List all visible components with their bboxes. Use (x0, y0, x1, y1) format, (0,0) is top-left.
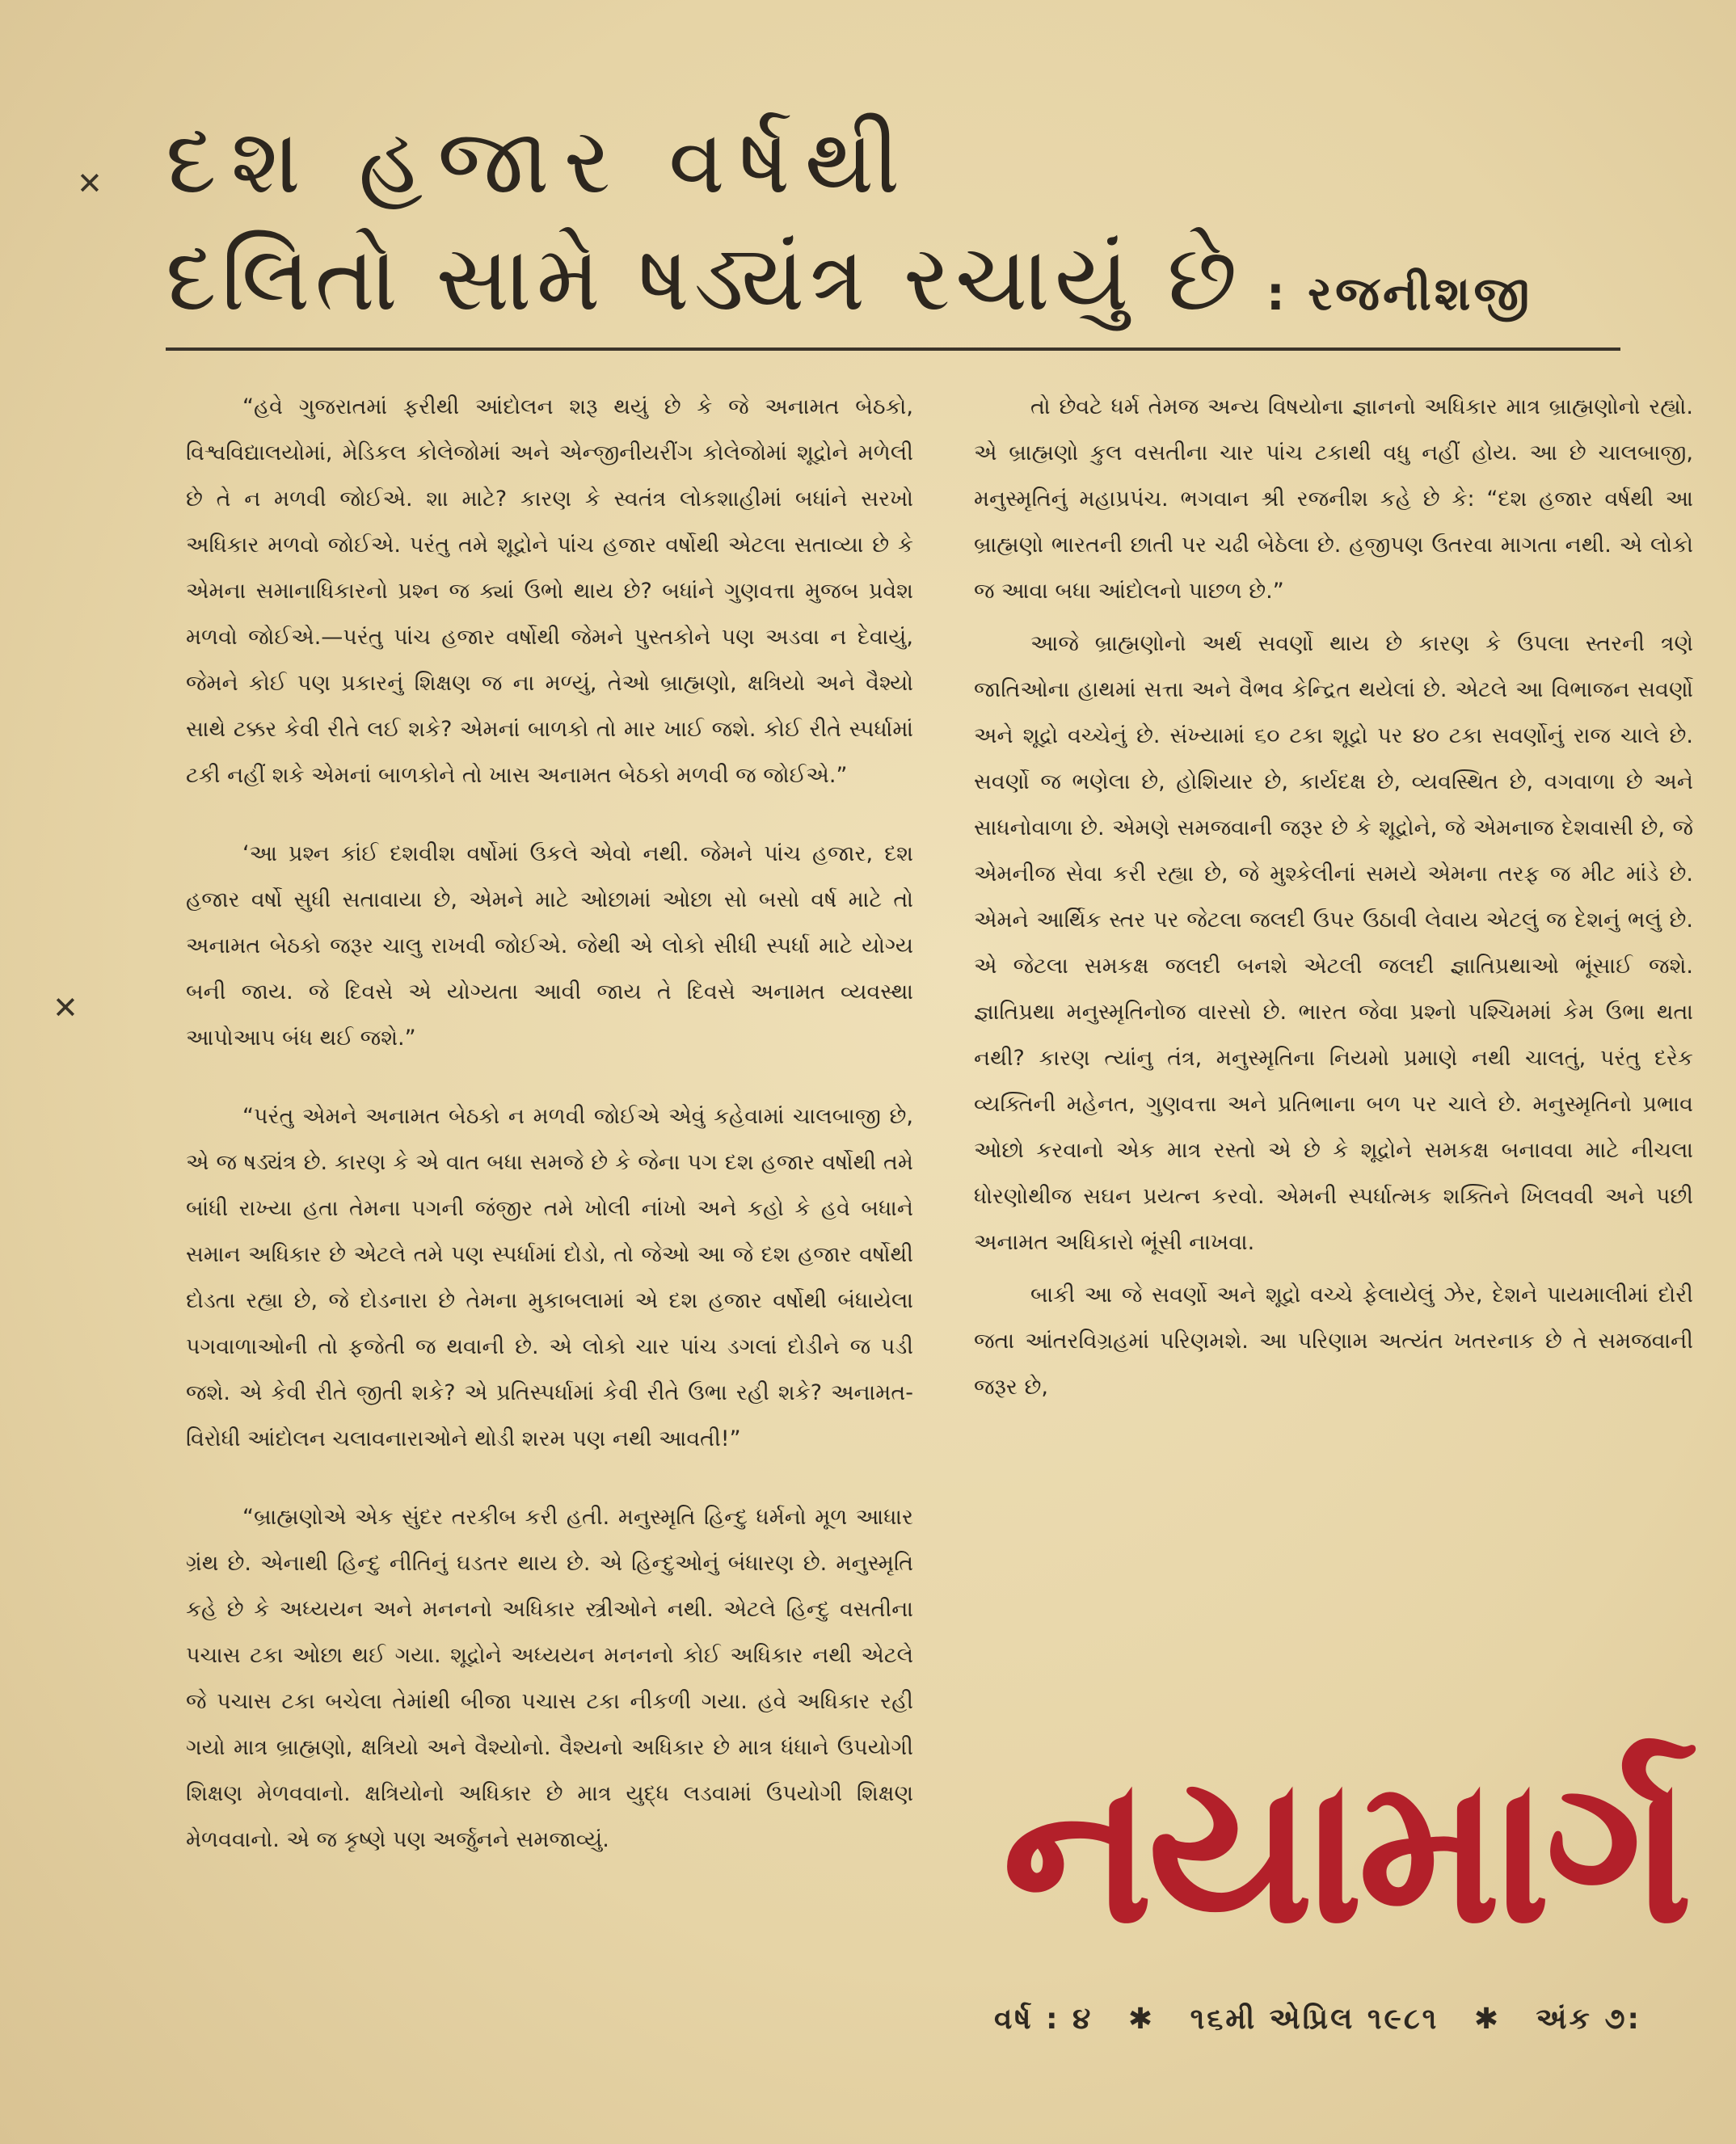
margin-mark: ✕ (53, 990, 78, 1026)
paragraph: આજે બ્રાહ્મણોનો અર્થ સવર્ણો થાય છે કારણ કે ઉપલા સ્તરની ત્રણે જાતિઓના હાથમાં સત્તા અને વૈભવ કેન્દ્રિત થયેલાં છે. એટલે આ વિભાજન સવર્ણો અને શૂદ્રો વચ્ચેનું છે. સંખ્યામાં ૬૦ ટકા શૂદ્રો પર ૪૦ ટકા સવર્ણોનું રાજ ચાલે છે. સવર્ણો જ ભણેલા છે, હોશિયાર છે, કાર્યદક્ષ છે, વ્યવસ્થિત છે, વગવાળા છે અને સાધનોવાળા છે. એમણે સમજવાની જરૂર છે કે શૂદ્રોને, જે એમનાજ દેશવાસી છે, જે એમનીજ સેવા કરી રહ્યા છે, જે મુશ્કેલીનાં સમયે એમના તરફ જ મીટ માંડે છે. એમને આર્થિક સ્તર પર જેટલા જલદી ઉપર ઉઠાવી લેવાય એટલું જ દેશનું ભલું છે. એ જેટલા સમકક્ષ જલદી બનશે એટલી જલદી જ્ઞાતિપ્રથાઓ ભૂંસાઈ જશે. જ્ઞાતિપ્રથા મનુસ્મૃતિનોજ વારસો છે. ભારત જેવા પ્રશ્નો પશ્ચિમમાં કેમ ઉભા થતા નથી? કારણ ત્યાંનુ તંત્ર, મનુસ્મૃતિના નિયમો પ્રમાણે નથી ચાલતું, પરંતુ દરેક વ્યક્તિની મહેનત, ગુણવત્તા અને પ્રતિભાના બળ પર ચાલે છે. મનુસ્મૃતિનો પ્રભાવ ઓછો કરવાનો એક માત્ર રસ્તો એ છે કે શૂદ્રોને સમકક્ષ બનાવવા માટે નીચલા ધોરણોથીજ સઘન પ્રયત્ન કરવો. એમની સ્પર્ધાત્મક શક્તિને ખિલવવી અને પછી અનામત અધિકારો ભૂંસી નાખવા. (974, 631, 1693, 1255)
issue-number: અંક ૭: (1536, 2003, 1641, 2036)
paragraph: બાકી આ જે સવર્ણો અને શૂદ્રો વચ્ચે ફેલાયેલું ઝેર, દેશને પાયમાલીમાં દોરી જતા આંતરવિગ્રહમાં પરિણમશે. આ પરિણામ અત્યંત ખતરનાક છે તે સમજવાની જરૂર છે, (974, 1283, 1693, 1400)
masthead-title: નયામાર્ગ (1002, 1733, 1688, 1968)
issue-line (994, 2003, 1705, 2037)
paragraph: “પરંતુ એમને અનામત બેઠકો ન મળવી જોઈએ એવું કહેવામાં ચાલબાજી છે, એ જ ષડ્યંત્ર છે. કારણ કે એ વાત બધા સમજે છે કે જેના પગ દશ હજાર વર્ષોથી તમે બાંધી રાખ્યા હતા તેમના પગની જંજીર તમે ખોલી નાંખો અને કહો કે હવે બધાને સમાન અધિકાર છે એટલે તમે પણ સ્પર્ધામાં દોડો, તો જેઓ આ જે દશ હજાર વર્ષોથી દોડતા રહ્યા છે, જે દોડનારા છે તેમના મુકાબલામાં એ દશ હજાર વર્ષોથી બંધાયેલા પગવાળાઓની તો ફજેતી જ થવાની છે. એ લોકો ચાર પાંચ ડગલાં દોડીને જ પડી જશે. એ કેવી રીતે જીતી શકે? એ પ્રતિસ્પર્ધામાં કેવી રીતે ઉભા રહી શકે? અનામત-વિરોધી આંદોલન ચલાવનારાઓને થોડી શરમ પણ નથી આવતી!” (186, 1104, 913, 1451)
paragraph: ‘આ પ્રશ્ન કાંઈ દશવીશ વર્ષોમાં ઉકલે એવો નથી. જેમને પાંચ હજાર, દશ હજાર વર્ષો સુધી સતાવાયા છે, એમને માટે ઓછામાં ઓછા સો બસો વર્ષ માટે તો અનામત બેઠકો જરૂર ચાલુ રાખવી જોઈએ. જેથી એ લોકો સીધી સ્પર્ધા માટે યોગ્ય બની જાય. જે દિવસે એ યોગ્યતા આવી જાય તે દિવસે અનામત વ્યવસ્થા આપોઆપ બંધ થઈ જશે.” (186, 841, 913, 1051)
issue-date: ૧૬મી એપ્રિલ ૧૯૮૧ (1190, 2003, 1439, 2036)
paragraph: “હવે ગુજરાતમાં ફરીથી આંદોલન શરૂ થયું છે કે જે અનામત બેઠકો, વિશ્વવિદ્યાલયોમાં, મેડિકલ કોલેજોમાં અને એન્જીનીયરીંગ કોલેજોમાં શૂદ્રોને મળેલી છે તે ન મળવી જોઈએ. શા માટે? કારણ કે સ્વતંત્ર લોકશાહીમાં બધાંને સરખો અધિકાર મળવો જોઈએ. પરંતુ તમે શૂદ્રોને પાંચ હજાર વર્ષોથી એટલા સતાવ્યા છે કે એમના સમાનાધિકારનો પ્રશ્ન જ ક્યાં ઉભો થાય છે? બધાંને ગુણવત્તા મુજબ પ્રવેશ મળવો જોઈએ.—પરંતુ પાંચ હજાર વર્ષોથી જેમને પુસ્તકોને પણ અડવા ન દેવાયું, જેમને કોઈ પણ પ્રકારનું શિક્ષણ જ ના મળ્યું, તેઓ બ્રાહ્મણો, ક્ષત્રિયો અને વૈશ્યો સાથે ટક્કર કેવી રીતે લઈ શકે? એમનાં બાળકો તો માર ખાઈ જશે. કોઈ રીતે સ્પર્ધામાં ટકી નહીં શકે એમનાં બાળકોને તો ખાસ અનામત બેઠકો મળવી જ જોઈએ.” (186, 394, 913, 788)
headline-line-1: દશ હજાર વર્ષથી (166, 109, 915, 214)
headline-rule (166, 348, 1620, 351)
paragraph: તો છેવટે ધર્મ તેમજ અન્ય વિષયોના જ્ઞાનનો અધિકાર માત્ર બ્રાહ્મણોનો રહ્યો. એ બ્રાહ્મણો કુલ વસતીના ચાર પાંચ ટકાથી વધુ નહીં હોય. આ છે ચાલબાજી, મનુસ્મૃતિનું મહાપ્રપંચ. ભગવાન શ્રી રજનીશ કહે છે કે: “દશ હજાર વર્ષથી આ બ્રાહ્મણો ભારતની છાતી પર ચઢી બેઠેલા છે. હજીપણ ઉતરવા માગતા નથી. એ લોકો જ આવા બધા આંદોલનો પાછળ છે.” (974, 394, 1693, 604)
right-column (974, 384, 1693, 1417)
article-headline (166, 105, 1620, 354)
paragraph: “બ્રાહ્મણોએ એક સુંદર તરકીબ કરી હતી. મનુસ્મૃતિ હિન્દુ ધર્મનો મૂળ આધાર ગ્રંથ છે. એનાથી હિન્દુ નીતિનું ઘડતર થાય છે. એ હિન્દુઓનું બંધારણ છે. મનુસ્મૃતિ કહે છે કે અધ્યયન અને મનનનો અધિકાર સ્ત્રીઓને નથી. એટલે હિન્દુ વસતીના પચાસ ટકા ઓછા થઈ ગયા. શૂદ્રોને અધ્યયન મનનનો કોઈ અધિકાર નથી એટલે જે પચાસ ટકા બચેલા તેમાંથી બીજા પચાસ ટકા નીકળી ગયા. હવે અધિકાર રહી ગયો માત્ર બ્રાહ્મણો, ક્ષત્રિયો અને વૈશ્યોનો. વૈશ્યનો અધિકાર છે માત્ર ધંધાને ઉપયોગી શિક્ષણ મેળવવાનો. ક્ષત્રિયોનો અધિકાર છે માત્ર યુદ્ધ લડવામાં ઉપયોગી શિક્ષણ મેળવવાનો. એ જ કૃષ્ણે પણ અર્જુનને સમજાવ્યું. (186, 1505, 913, 1852)
star-separator: ✱ (1127, 2003, 1156, 2036)
headline-line-2 (166, 218, 1620, 354)
left-column (186, 384, 913, 1895)
issue-year: વર્ષ : ૪ (994, 2003, 1093, 2036)
star-separator: ✱ (1473, 2003, 1501, 2036)
author-byline: : રજનીશજી (1266, 266, 1533, 321)
margin-mark: ✕ (77, 166, 103, 201)
headline-line-2-text: દલિતો સામે ષડ્યંત્ર રચાયું છે (166, 226, 1242, 331)
